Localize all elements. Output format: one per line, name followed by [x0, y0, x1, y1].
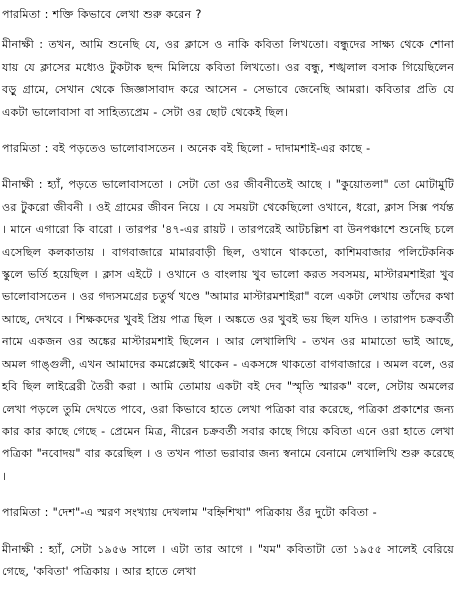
answer-1 [2, 34, 454, 124]
question-text: বই পড়তেও ভালোবাসতেন । অনেক বই ছিলো - দাদামশাই-এর কাছে - [52, 142, 371, 156]
question-text: শক্তি কিভাবে লেখা শুরু করেন ? [52, 8, 202, 21]
speaker-separator: : [33, 38, 49, 52]
speaker-name: মীনাক্ষী [2, 178, 34, 192]
answer-text: হ্যাঁ, সেটা ১৯৫৬ সালে । এটা তার আগে । "যম" কবিতাটা তো ১৯৫৫ সালেই বেরিয়ে গেছে, 'কবিতা' পত্রিকায় । আর হাতে লেখা [2, 542, 454, 578]
speaker-name: মীনাক্ষী [2, 542, 34, 556]
speaker-separator: : [40, 142, 53, 156]
speaker-name: পারমিতা [2, 506, 41, 520]
speaker-separator: : [40, 506, 53, 520]
question-text: "দেশ"-এ স্মরণ সংখ্যায় দেখলাম "বহ্নিশিখা" পত্রিকায় ওঁর দুটো কবিতা - [52, 506, 377, 520]
speaker-name: পারমিতা [2, 142, 41, 156]
speaker-separator: : [40, 8, 53, 21]
speaker-name: মীনাক্ষী [2, 38, 34, 52]
answer-text: হ্যাঁ, পড়তে ভালোবাসতো । সেটা তো ওর জীবনীতেই আছে । "কুয়োতলা" তো মোটামুটি ওর টুকরো জীবনী । ওই গ্রামের জীবন নিয়ে । যে সময়টা থেকেছিলো ওখানে, ধরো, ক্লাস সিক্স পর্যন্ত । মানে এগারো কি বারো । তারপর '৪৭-এর রায়ট । তারপরেই আটচল্লিশ বা উনপঞ্চাশে শুনেছি চলে এসেছিল কলকাতায় । বাগবাজারে মামারবাড়ী ছিল, ওখানে থাকতো, কাশিমবাজার পলিটেকনিক স্কুলে ভর্তি হয়েছিল । ক্লাস এইটে । ওখানে ও বাংলায় খুব ভালো করত সবসময়, মাস্টারমশাইরা খুব ভালোবাসতেন । ওর গদ্যসমগ্রের চতুর্থ খণ্ডে "আমার মাস্টারমশাইরা" বলে একটা লেখায় তাঁদের কথা আছে, দেখবে । শিক্ষকদের খুবই প্রিয় পাত্র ছিল । অঙ্কতে ওর খুবই ভয় ছিল যদিও । তারাপদ চক্রবর্তী নামে একজন ওর অঙ্কের মাস্টারমশাই ছিলেন । আর লেখালিখি - তখন ওর মামাতো ভাই আছে, অমল গাঙ্গুলী, এখন আমাদের কমপ্লেক্সেই থাকেন - একসঙ্গে থাকতো বাগবাজারে । অমল বলে, ওর হবি ছিল লাইব্রেরী তৈরী করা । আমি তোমায় একটা বই দেব "স্মৃতি স্মারক" বলে, সেটায় অমলের লেখা পড়লে তুমি দেখতে পাবে, ওরা কিভাবে হাতে লেখা পত্রিকা বার করেছে, পত্রিকা প্রকাশের জন্য কার কার কাছে গেছে - প্রেমেন মিত্র, নীরেন চক্রবর্তী সবার কাছে গিয়ে কবিতা এনে ওরা হাতে লেখা পত্রিকা "নবোদয়" বার করেছিল । ও তখন পাতা ভরাবার জন্য স্বনামে বেনামে লেখালিখি শুরু করেছে । [2, 178, 454, 483]
question-1 [2, 4, 454, 26]
speaker-name: পারমিতা [2, 8, 41, 21]
question-3 [2, 502, 454, 524]
answer-3 [2, 539, 454, 584]
speaker-separator: : [33, 178, 48, 192]
question-2 [2, 138, 454, 160]
answer-2 [2, 174, 454, 488]
speaker-separator: : [33, 542, 49, 556]
answer-text: তখন, আমি শুনেছি যে, ওর ক্লাসে ও নাকি কবিতা লিখতো। বন্ধুদের সাক্ষ্য থেকে শোনা যায় যে ক্লাসের মধ্যেও টুকটাক ছন্দ মিলিয়ে কবিতা লিখতো। ওর বন্ধু, শঙ্খলাল বসাক গিয়েছিলেন বড়ু গ্রামে, সেখান থেকে জিজ্ঞাসাবাদ করে আসেন - সেভাবে জেনেছি আমরা। কবিতার প্রতি যে একটা ভালোবাসা বা সাহিত্যপ্রেম - সেটা ওর ছোট থেকেই ছিল। [2, 38, 454, 119]
